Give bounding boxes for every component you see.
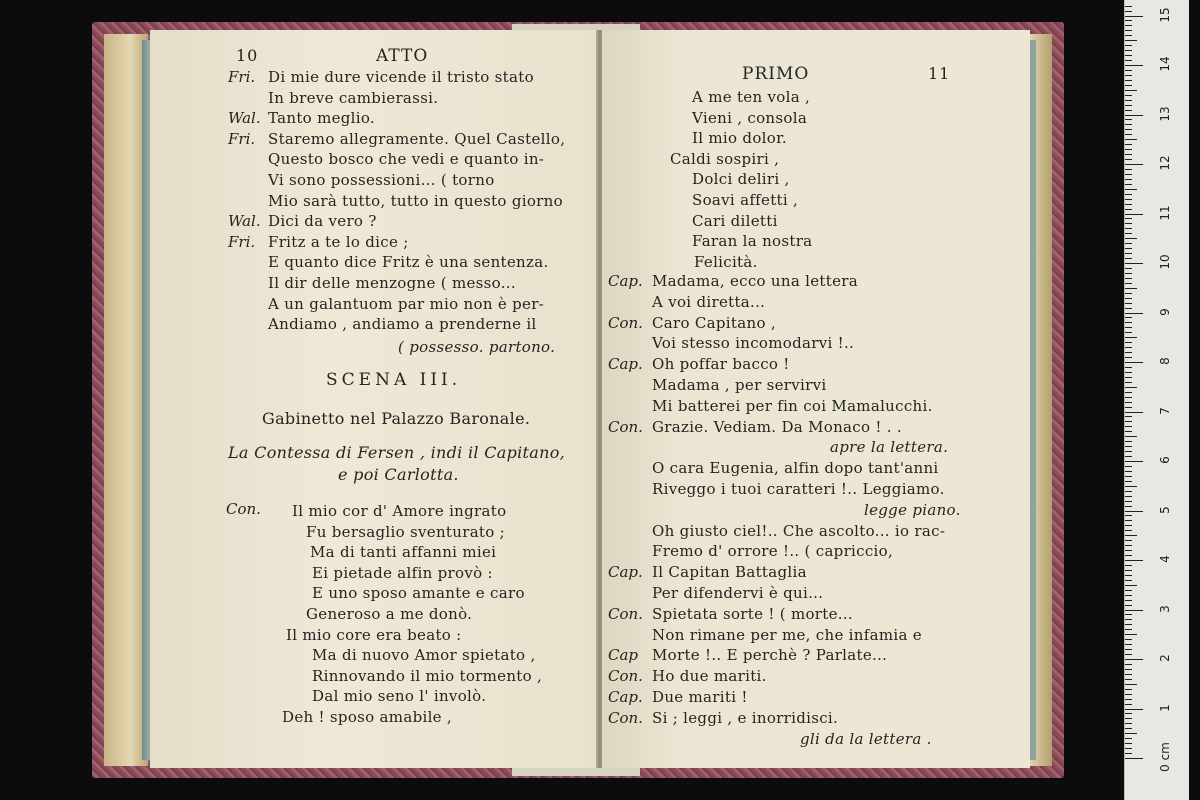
ruler-number: 4 <box>1158 555 1172 563</box>
ruler-tick <box>1125 144 1132 145</box>
ruler-tick <box>1125 520 1132 521</box>
dialogue-line: Il Capitan Battaglia <box>652 563 807 582</box>
ruler-tick <box>1125 105 1132 106</box>
dialogue-line: Mio sarà tutto, tutto in questo giorno <box>268 191 563 210</box>
speaker-label: Cap. <box>608 272 643 290</box>
ruler-tick <box>1125 649 1132 650</box>
dialogue-line: Ho due mariti. <box>652 667 767 686</box>
ruler-tick <box>1125 634 1137 635</box>
ruler-tick <box>1125 243 1132 244</box>
ruler-tick <box>1125 436 1137 437</box>
right-page-stained-edge <box>1030 40 1036 760</box>
ruler-tick <box>1125 590 1132 591</box>
dialogue-line: E quanto dice Fritz è una sentenza. <box>268 253 549 272</box>
left-page <box>150 30 598 768</box>
ruler-tick <box>1125 228 1132 229</box>
ruler-tick <box>1125 129 1132 130</box>
ruler-tick <box>1125 431 1132 432</box>
speaker-label: Cap. <box>608 563 643 582</box>
ruler-tick <box>1125 223 1132 224</box>
ruler-tick <box>1125 605 1132 606</box>
dialogue-line: Staremo allegramente. Quel Castello, <box>268 129 566 148</box>
scene-setting: Gabinetto nel Palazzo Baronale. <box>262 409 531 428</box>
ruler-tick <box>1125 317 1132 318</box>
ruler-tick <box>1125 699 1132 700</box>
ruler-tick <box>1125 65 1143 66</box>
verse-line: E uno sposo amante e caro <box>312 584 525 603</box>
ruler-tick <box>1125 134 1132 135</box>
left-page-stained-edge <box>142 40 150 760</box>
dialogue-line: Caro Capitano , <box>652 313 776 332</box>
dialogue-line: Si ; leggi , e inorridisci. <box>652 708 839 727</box>
dialogue-line: Non rimane per me, che infamia e <box>652 625 922 644</box>
ruler-tick <box>1125 466 1132 467</box>
dialogue-line: Riveggo i tuoi caratteri !.. Leggiamo. <box>652 480 945 498</box>
ruler-tick <box>1125 540 1132 541</box>
ruler-tick <box>1125 362 1143 363</box>
speaker-label: Wal. <box>228 212 261 231</box>
verse-line: Vieni , consola <box>692 108 808 127</box>
speaker-label: Con. <box>608 417 643 436</box>
dialogue-line: Tanto meglio. <box>268 109 376 128</box>
ruler-tick <box>1125 308 1132 309</box>
speaker-label: Fri. <box>228 129 256 148</box>
ruler-tick <box>1125 327 1132 328</box>
verse-line: Deh ! sposo amabile , <box>282 708 452 726</box>
ruler-tick <box>1125 204 1132 205</box>
ruler-tick <box>1125 303 1132 304</box>
ruler-tick <box>1125 412 1143 413</box>
ruler-tick <box>1125 16 1143 17</box>
right-page <box>602 30 1030 768</box>
ruler-tick <box>1125 456 1132 457</box>
ruler-tick <box>1125 75 1132 76</box>
ruler-tick <box>1125 560 1143 561</box>
dialogue-line: A voi diretta... <box>652 292 766 311</box>
verse-line: Caldi sospiri , <box>670 149 780 168</box>
ruler-tick <box>1125 214 1143 215</box>
left-running-head: ATTO <box>376 46 429 66</box>
ruler-tick <box>1125 585 1137 586</box>
speaker-label: Fri. <box>228 68 256 86</box>
dialogue-line: Dici da vero ? <box>268 212 377 231</box>
ruler-tick <box>1125 451 1132 452</box>
ruler-tick <box>1125 357 1132 358</box>
verse-line: Ma di nuovo Amor spietato , <box>312 646 536 665</box>
ruler-tick <box>1125 446 1132 447</box>
verse-line: Dal mio seno l' involò. <box>312 687 487 706</box>
ruler-tick <box>1125 694 1132 695</box>
ruler-number: 14 <box>1158 56 1172 72</box>
dialogue-line: legge piano. <box>864 500 961 519</box>
ruler-tick <box>1125 238 1137 239</box>
verse-line: Il mio dolor. <box>692 129 787 148</box>
speaker-label: Cap. <box>608 688 643 706</box>
ruler-number: 5 <box>1158 505 1172 514</box>
ruler-tick <box>1125 570 1132 571</box>
ruler-tick <box>1125 332 1132 333</box>
dialogue-line: Fritz a te lo dice ; <box>268 232 409 251</box>
ruler-tick <box>1125 100 1132 101</box>
ruler-tick <box>1125 491 1132 492</box>
ruler-tick <box>1125 565 1132 566</box>
ruler-number: 10 <box>1158 254 1172 270</box>
ruler-tick <box>1125 164 1143 165</box>
ruler-tick <box>1125 600 1132 601</box>
dialogue-line: Madama , per servirvi <box>652 376 827 394</box>
dialogue-line: Spietata sorte ! ( morte... <box>652 604 853 623</box>
ruler-tick <box>1125 407 1132 408</box>
verse-line: Ei pietade alfin provò : <box>312 563 493 582</box>
ruler-tick <box>1125 95 1132 96</box>
speaker-label: Cap. <box>608 355 643 374</box>
speaker-label: Wal. <box>228 109 261 128</box>
ruler-tick <box>1125 654 1132 655</box>
ruler-tick <box>1125 90 1137 91</box>
ruler-tick <box>1125 471 1132 472</box>
verse-line: Generoso a me donò. <box>306 605 473 623</box>
ruler-number: 6 <box>1158 456 1172 464</box>
ruler-tick <box>1125 674 1132 675</box>
dialogue-line: Mi batterei per fin coi Mamalucchi. <box>652 396 933 415</box>
dialogue-line: Grazie. Vediam. Da Monaco ! . . <box>652 417 902 436</box>
ruler-tick <box>1125 530 1132 531</box>
ruler-tick <box>1125 139 1137 140</box>
dialogue-line: Questo bosco che vedi e quanto in- <box>268 150 545 169</box>
ruler-tick <box>1125 704 1132 705</box>
ruler-tick <box>1125 402 1132 403</box>
ruler-tick <box>1125 639 1132 640</box>
ruler-tick <box>1125 169 1132 170</box>
stage-direction-partono: ( possesso. partono. <box>398 338 556 356</box>
ruler-tick <box>1125 426 1132 427</box>
ruler-tick <box>1125 659 1143 660</box>
ruler-tick <box>1125 723 1132 724</box>
ruler-tick <box>1125 669 1132 670</box>
speaker-label: Con. <box>608 313 643 332</box>
ruler-tick <box>1125 709 1143 710</box>
dialogue-line: Per difendervi è qui... <box>652 584 824 602</box>
ruler-tick <box>1125 550 1132 551</box>
speaker-label: Con. <box>608 604 643 623</box>
verse-line: Fu bersaglio sventurato ; <box>306 522 506 541</box>
ruler-tick <box>1125 263 1143 264</box>
ruler-tick <box>1125 555 1132 556</box>
ruler-tick <box>1125 293 1132 294</box>
verse-line: Rinnovando il mio tormento , <box>312 666 543 685</box>
dialogue-line: Oh giusto ciel!.. Che ascolto... io rac- <box>652 521 946 540</box>
ruler-tick <box>1125 476 1132 477</box>
verse-speaker: Con. <box>226 500 261 518</box>
ruler-tick <box>1125 728 1132 729</box>
right-running-head: PRIMO <box>742 64 810 84</box>
ruler-tick <box>1125 461 1143 462</box>
ruler-tick <box>1125 684 1137 685</box>
ruler-tick <box>1125 288 1137 289</box>
ruler-tick <box>1125 689 1132 690</box>
ruler-tick <box>1125 372 1132 373</box>
dialogue-line: Due mariti ! <box>652 688 748 706</box>
ruler-tick <box>1125 748 1132 749</box>
ruler-tick <box>1125 377 1132 378</box>
left-page-number: 10 <box>236 46 259 65</box>
verse-line: Ma di tanti affanni miei <box>310 543 497 562</box>
ruler-tick <box>1125 496 1132 497</box>
verse-line: Il mio cor d' Amore ingrato <box>292 502 507 520</box>
verse-line: A me ten vola , <box>692 88 811 106</box>
ruler-tick <box>1125 80 1132 81</box>
ruler-tick <box>1125 283 1132 284</box>
dialogue-line: Il dir delle menzogne ( messo... <box>268 274 516 292</box>
ruler-tick <box>1125 511 1143 512</box>
verse-line: Cari diletti <box>692 211 778 230</box>
ruler-tick <box>1125 35 1132 36</box>
ruler-tick <box>1125 644 1132 645</box>
ruler-tick <box>1125 209 1132 210</box>
ruler-tick <box>1125 253 1132 254</box>
dialogue-line: O cara Eugenia, alfin dopo tant'anni <box>652 459 939 478</box>
ruler-tick <box>1125 624 1132 625</box>
ruler-tick <box>1125 506 1132 507</box>
ruler-tick <box>1125 337 1137 338</box>
ruler-tick <box>1125 174 1132 175</box>
dialogue-line: gli da la lettera . <box>800 729 932 748</box>
ruler-tick <box>1125 30 1132 31</box>
ruler-tick <box>1125 515 1132 516</box>
verse-line: Il mio core era beato : <box>286 625 462 644</box>
ruler-tick <box>1125 199 1132 200</box>
ruler-number: 0 cm <box>1158 742 1172 772</box>
ruler-number: 7 <box>1158 406 1172 415</box>
ruler-tick <box>1125 258 1132 259</box>
ruler-tick <box>1125 248 1132 249</box>
verse-line: Dolci deliri , <box>692 170 790 189</box>
ruler-tick <box>1125 60 1132 61</box>
verse-line: Faran la nostra <box>692 232 813 251</box>
ruler-tick <box>1125 159 1132 160</box>
ruler-tick <box>1125 397 1132 398</box>
ruler-tick <box>1125 342 1132 343</box>
ruler-tick <box>1125 392 1132 393</box>
ruler-tick <box>1125 6 1132 7</box>
ruler-tick <box>1125 115 1143 116</box>
ruler-tick <box>1125 758 1143 759</box>
ruler-tick <box>1125 85 1132 86</box>
ruler-tick <box>1125 352 1132 353</box>
verse-line: Felicità. <box>694 252 758 271</box>
ruler-number: 8 <box>1158 357 1172 365</box>
ruler-tick <box>1125 298 1132 299</box>
ruler-tick <box>1125 119 1132 120</box>
ruler-tick <box>1125 184 1132 185</box>
ruler-tick <box>1125 733 1137 734</box>
ruler-tick <box>1125 273 1132 274</box>
ruler-tick <box>1125 416 1132 417</box>
ruler-tick <box>1125 367 1132 368</box>
ruler-tick <box>1125 233 1132 234</box>
ruler-tick <box>1125 387 1137 388</box>
ruler-tick <box>1125 40 1137 41</box>
ruler-tick <box>1125 313 1143 314</box>
ruler-tick <box>1125 580 1132 581</box>
ruler-tick <box>1125 268 1132 269</box>
ruler-tick <box>1125 664 1132 665</box>
ruler-tick <box>1125 382 1132 383</box>
ruler-tick <box>1125 347 1132 348</box>
dialogue-line: Andiamo , andiamo a prenderne il <box>268 315 537 334</box>
ruler-number: 11 <box>1158 204 1172 221</box>
speaker-label: Cap <box>608 646 639 665</box>
speaker-label: Con. <box>608 708 643 727</box>
ruler-tick <box>1125 481 1132 482</box>
ruler-tick <box>1125 50 1132 51</box>
measuring-ruler <box>1124 0 1189 800</box>
ruler-tick <box>1125 189 1137 190</box>
ruler-tick <box>1125 629 1132 630</box>
dialogue-line: apre la lettera. <box>830 438 949 457</box>
dialogue-line: Vi sono possessioni... ( torno <box>268 171 495 189</box>
ruler-tick <box>1125 70 1132 71</box>
ruler-tick <box>1125 218 1132 219</box>
scene-characters-line1: La Contessa di Fersen , indi il Capitano, <box>228 443 566 462</box>
ruler-tick <box>1125 110 1132 111</box>
ruler-tick <box>1125 55 1132 56</box>
ruler-tick <box>1125 322 1132 323</box>
ruler-tick <box>1125 610 1143 611</box>
ruler-tick <box>1125 20 1132 21</box>
speaker-label: Con. <box>608 667 643 686</box>
dialogue-line: Di mie dure vicende il tristo stato <box>268 68 534 86</box>
ruler-tick <box>1125 679 1132 680</box>
ruler-tick <box>1125 525 1132 526</box>
ruler-tick <box>1125 619 1132 620</box>
ruler-number: 1 <box>1158 703 1172 712</box>
ruler-tick <box>1125 486 1137 487</box>
dialogue-line: Voi stesso incomodarvi !.. <box>652 334 855 353</box>
ruler-tick <box>1125 421 1132 422</box>
right-page-number: 11 <box>928 64 951 83</box>
ruler-tick <box>1125 441 1132 442</box>
ruler-number: 9 <box>1158 307 1172 316</box>
ruler-tick <box>1125 278 1132 279</box>
dialogue-line: A un galantuom par mio non è per- <box>268 294 545 313</box>
dialogue-line: Morte !.. E perchè ? Parlate... <box>652 646 888 665</box>
dialogue-line: In breve cambierassi. <box>268 88 439 107</box>
ruler-tick <box>1125 595 1132 596</box>
ruler-tick <box>1125 25 1132 26</box>
ruler-number: 3 <box>1158 604 1172 613</box>
ruler-tick <box>1125 753 1132 754</box>
ruler-number: 13 <box>1158 105 1172 122</box>
ruler-tick <box>1125 743 1132 744</box>
ruler-number: 2 <box>1158 654 1172 662</box>
scene-title: SCENA III. <box>326 370 462 390</box>
ruler-tick <box>1125 718 1132 719</box>
scene-characters-line2: e poi Carlotta. <box>338 465 459 484</box>
ruler-tick <box>1125 575 1132 576</box>
ruler-tick <box>1125 194 1132 195</box>
ruler-tick <box>1125 45 1132 46</box>
ruler-tick <box>1125 179 1132 180</box>
ruler-tick <box>1125 545 1132 546</box>
ruler-number: 15 <box>1158 6 1172 23</box>
ruler-tick <box>1125 149 1132 150</box>
ruler-number: 12 <box>1158 155 1172 171</box>
ruler-tick <box>1125 738 1132 739</box>
ruler-tick <box>1125 124 1132 125</box>
dialogue-line: Fremo d' orrore !.. ( capriccio, <box>652 542 894 561</box>
speaker-label: Fri. <box>228 232 256 251</box>
verse-line: Soavi affetti , <box>692 191 799 209</box>
ruler-tick <box>1125 713 1132 714</box>
ruler-tick <box>1125 501 1132 502</box>
ruler-tick <box>1125 614 1132 615</box>
ruler-tick <box>1125 535 1137 536</box>
ruler-tick <box>1125 154 1132 155</box>
dialogue-line: Madama, ecco una lettera <box>652 272 858 290</box>
dialogue-line: Oh poffar bacco ! <box>652 355 790 374</box>
ruler-tick <box>1125 11 1132 12</box>
